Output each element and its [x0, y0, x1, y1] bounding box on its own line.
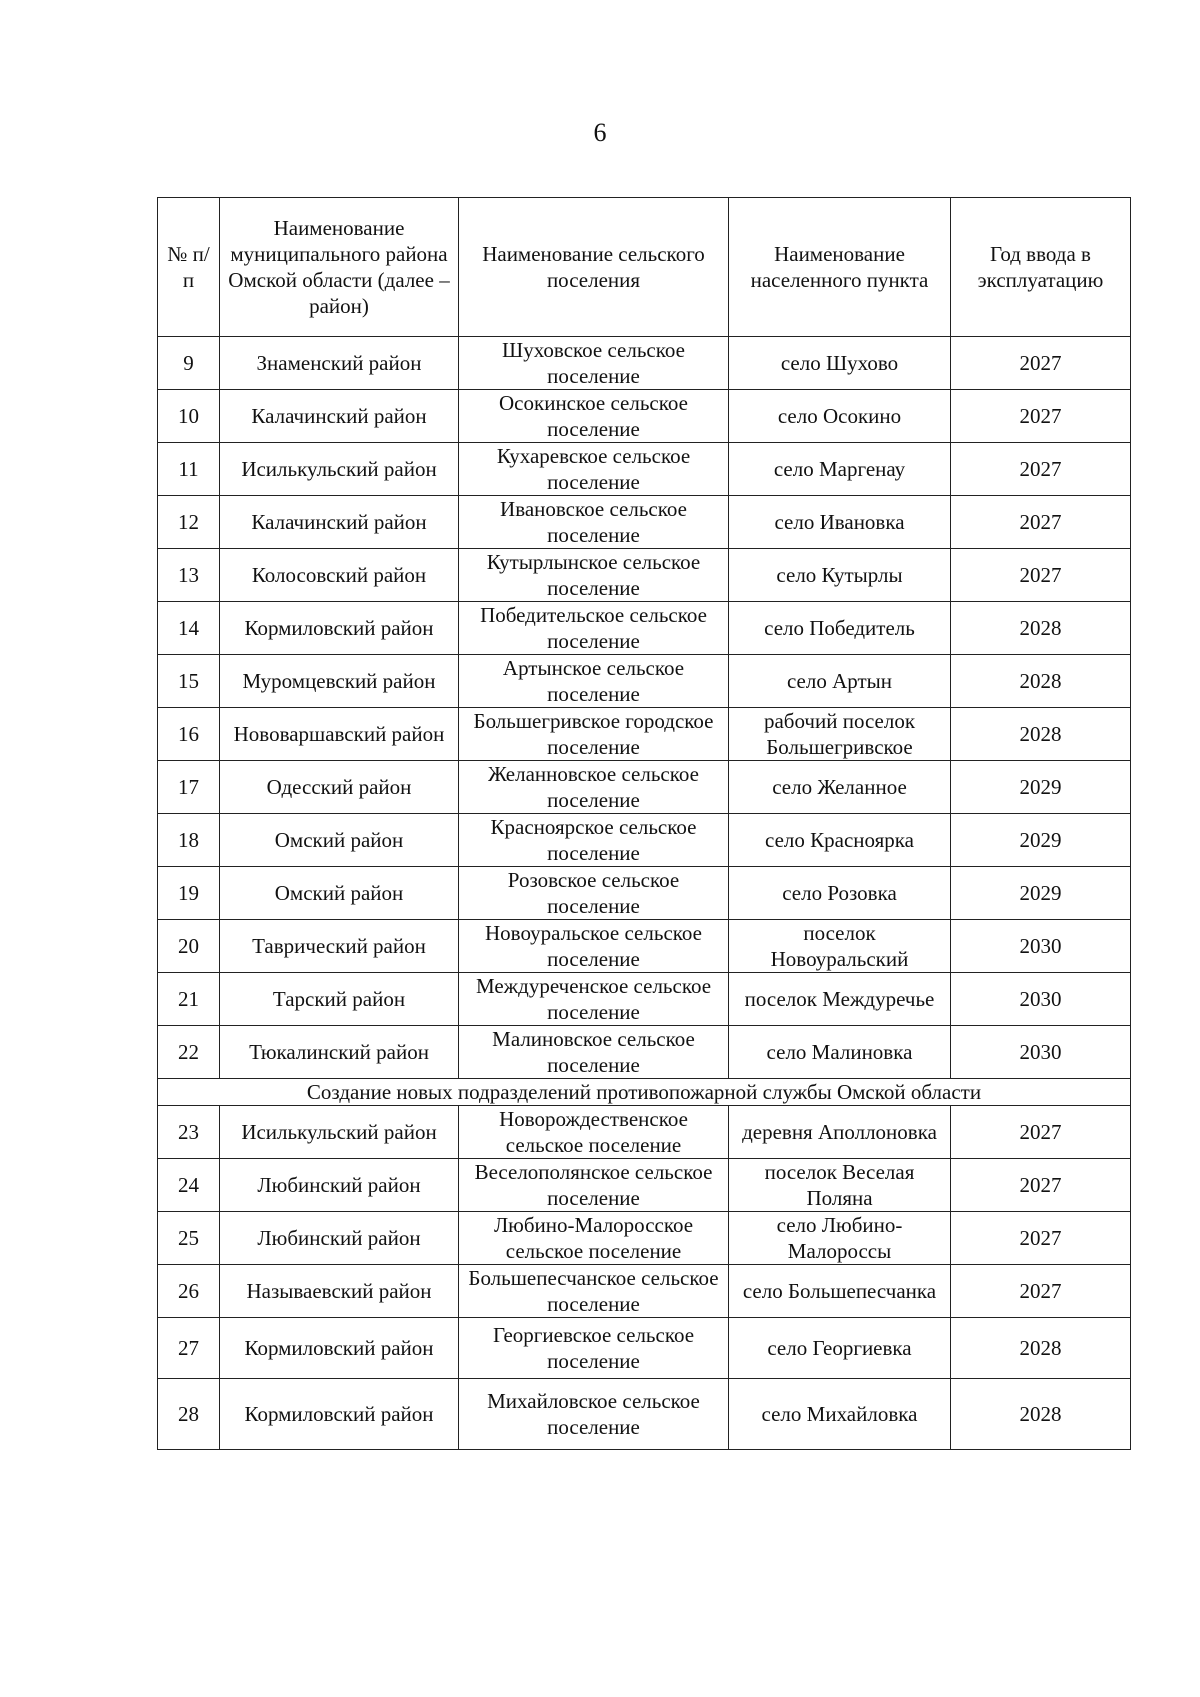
table-row [158, 443, 1131, 496]
header-settlement: Наименование сельского поселения [459, 198, 729, 337]
row-settlement: Георгиевское сельское поселение [459, 1318, 729, 1379]
table-row [158, 337, 1131, 390]
row-settlement: Победительское сельское поселение [459, 602, 729, 655]
row-number: 20 [158, 920, 220, 973]
row-locality: село Артын [729, 655, 951, 708]
header-year: Год ввода в эксплуатацию [951, 198, 1131, 337]
row-locality: село Маргенау [729, 443, 951, 496]
row-district: Исилькульский район [220, 443, 459, 496]
settlements-table [157, 197, 1131, 1450]
row-settlement: Новоуральское сельское поселение [459, 920, 729, 973]
table-row [158, 1212, 1131, 1265]
row-settlement: Красноярское сельское поселение [459, 814, 729, 867]
row-locality: село Михайловка [729, 1379, 951, 1450]
row-locality: село Желанное [729, 761, 951, 814]
row-district: Омский район [220, 814, 459, 867]
row-number: 22 [158, 1026, 220, 1079]
row-year: 2027 [951, 496, 1131, 549]
row-locality: село Кутырлы [729, 549, 951, 602]
row-district: Кормиловский район [220, 1318, 459, 1379]
row-year: 2029 [951, 814, 1131, 867]
row-district: Таврический район [220, 920, 459, 973]
row-settlement: Любино-Малоросское сельское поселение [459, 1212, 729, 1265]
table-row [158, 655, 1131, 708]
row-locality: село Красноярка [729, 814, 951, 867]
row-locality: село Победитель [729, 602, 951, 655]
section-row [158, 1079, 1131, 1106]
table-row [158, 602, 1131, 655]
row-year: 2028 [951, 708, 1131, 761]
row-number: 27 [158, 1318, 220, 1379]
row-district: Любинский район [220, 1159, 459, 1212]
row-number: 25 [158, 1212, 220, 1265]
row-year: 2027 [951, 390, 1131, 443]
row-number: 15 [158, 655, 220, 708]
row-settlement: Желанновское сельское поселение [459, 761, 729, 814]
row-locality: село Осокино [729, 390, 951, 443]
table-row [158, 814, 1131, 867]
row-year: 2027 [951, 337, 1131, 390]
row-number: 28 [158, 1379, 220, 1450]
table-row [158, 549, 1131, 602]
table-row [158, 920, 1131, 973]
table-header [158, 198, 1131, 337]
header-district: Наименование муниципального района Омской области (далее – район) [220, 198, 459, 337]
row-number: 23 [158, 1106, 220, 1159]
row-locality: поселок Новоуральский [729, 920, 951, 973]
row-settlement: Осокинское сельское поселение [459, 390, 729, 443]
row-year: 2027 [951, 1159, 1131, 1212]
row-number: 21 [158, 973, 220, 1026]
row-year: 2029 [951, 761, 1131, 814]
row-number: 17 [158, 761, 220, 814]
row-number: 12 [158, 496, 220, 549]
row-settlement: Кутырлынское сельское поселение [459, 549, 729, 602]
row-district: Называевский район [220, 1265, 459, 1318]
row-locality: поселок Междуречье [729, 973, 951, 1026]
row-number: 11 [158, 443, 220, 496]
row-locality: село Шухово [729, 337, 951, 390]
row-settlement: Веселополянское сельское поселение [459, 1159, 729, 1212]
table-row [158, 390, 1131, 443]
table-row [158, 1159, 1131, 1212]
row-settlement: Междуреченское сельское поселение [459, 973, 729, 1026]
row-year: 2027 [951, 1265, 1131, 1318]
row-year: 2028 [951, 655, 1131, 708]
row-settlement: Большегривское городское поселение [459, 708, 729, 761]
row-year: 2028 [951, 602, 1131, 655]
row-settlement: Шуховское сельское поселение [459, 337, 729, 390]
row-locality: село Георгиевка [729, 1318, 951, 1379]
row-district: Омский район [220, 867, 459, 920]
row-settlement: Ивановское сельское поселение [459, 496, 729, 549]
row-locality: поселок Веселая Поляна [729, 1159, 951, 1212]
row-year: 2029 [951, 867, 1131, 920]
row-locality: село Малиновка [729, 1026, 951, 1079]
row-district: Тарский район [220, 973, 459, 1026]
row-locality: село Любино-Малороссы [729, 1212, 951, 1265]
row-district: Любинский район [220, 1212, 459, 1265]
row-district: Одесский район [220, 761, 459, 814]
row-locality: рабочий поселок Большегривское [729, 708, 951, 761]
row-locality: деревня Аполлоновка [729, 1106, 951, 1159]
row-year: 2027 [951, 549, 1131, 602]
row-number: 13 [158, 549, 220, 602]
row-number: 10 [158, 390, 220, 443]
row-district: Калачинский район [220, 496, 459, 549]
row-locality: село Розовка [729, 867, 951, 920]
table-row [158, 496, 1131, 549]
row-year: 2027 [951, 443, 1131, 496]
row-settlement: Розовское сельское поселение [459, 867, 729, 920]
row-year: 2030 [951, 973, 1131, 1026]
row-locality: село Большепесчанка [729, 1265, 951, 1318]
row-district: Нововаршавский район [220, 708, 459, 761]
row-district: Муромцевский район [220, 655, 459, 708]
table-row [158, 1026, 1131, 1079]
row-number: 26 [158, 1265, 220, 1318]
row-settlement: Большепесчанское сельское поселение [459, 1265, 729, 1318]
row-district: Тюкалинский район [220, 1026, 459, 1079]
table-row [158, 708, 1131, 761]
row-district: Знаменский район [220, 337, 459, 390]
row-district: Колосовский район [220, 549, 459, 602]
row-number: 19 [158, 867, 220, 920]
row-year: 2030 [951, 1026, 1131, 1079]
header-number: № п/п [158, 198, 220, 337]
row-number: 18 [158, 814, 220, 867]
table-row [158, 761, 1131, 814]
table-row [158, 1106, 1131, 1159]
row-settlement: Кухаревское сельское поселение [459, 443, 729, 496]
row-number: 9 [158, 337, 220, 390]
header-locality: Наименование населенного пункта [729, 198, 951, 337]
table-row [158, 1318, 1131, 1379]
row-year: 2028 [951, 1379, 1131, 1450]
row-district: Кормиловский район [220, 1379, 459, 1450]
page-number: 6 [593, 118, 607, 147]
table-row [158, 867, 1131, 920]
table-row [158, 973, 1131, 1026]
row-year: 2027 [951, 1106, 1131, 1159]
row-district: Исилькульский район [220, 1106, 459, 1159]
row-settlement: Новорождественское сельское поселение [459, 1106, 729, 1159]
row-locality: село Ивановка [729, 496, 951, 549]
row-district: Кормиловский район [220, 602, 459, 655]
row-year: 2030 [951, 920, 1131, 973]
row-year: 2028 [951, 1318, 1131, 1379]
row-number: 24 [158, 1159, 220, 1212]
row-settlement: Малиновское сельское поселение [459, 1026, 729, 1079]
table-row [158, 1379, 1131, 1450]
row-settlement: Михайловское сельское поселение [459, 1379, 729, 1450]
row-number: 14 [158, 602, 220, 655]
row-number: 16 [158, 708, 220, 761]
table-row [158, 1265, 1131, 1318]
row-settlement: Артынское сельское поселение [459, 655, 729, 708]
row-year: 2027 [951, 1212, 1131, 1265]
section-title: Создание новых подразделений противопожарной службы Омской области [158, 1079, 1131, 1106]
row-district: Калачинский район [220, 390, 459, 443]
